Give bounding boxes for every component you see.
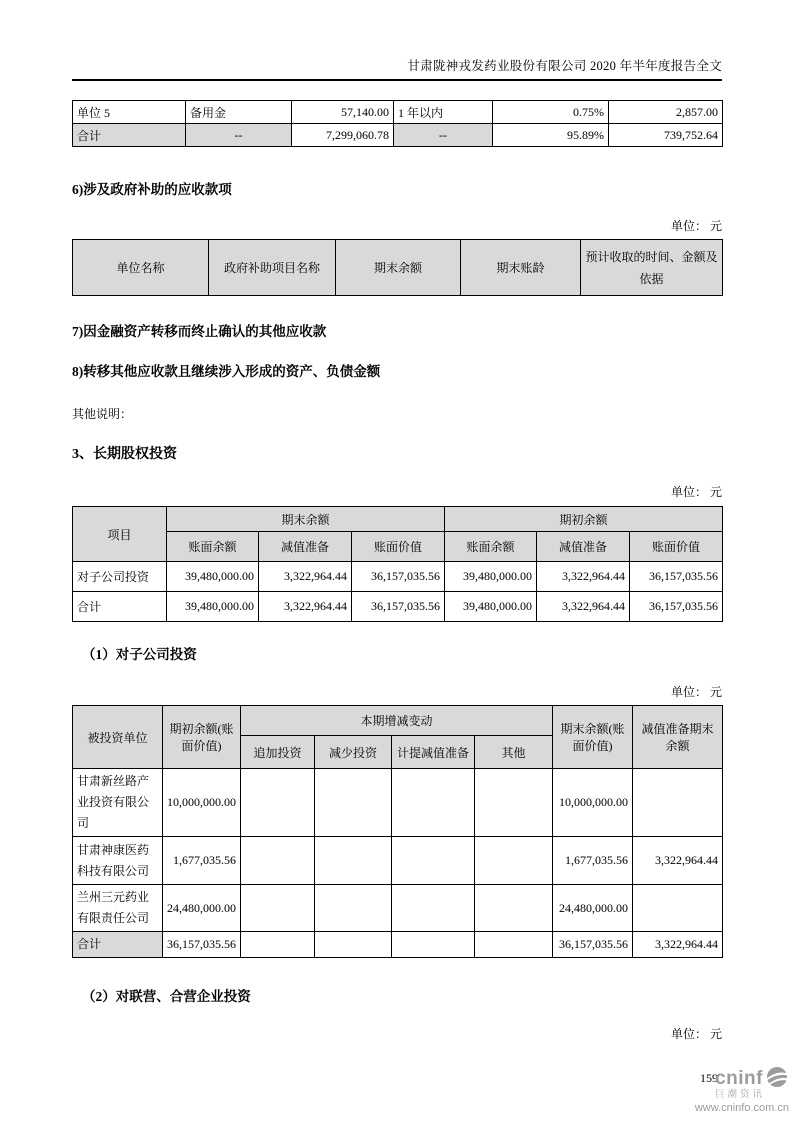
gov-subsidy-table	[72, 239, 723, 296]
column-header: 账面余额	[445, 532, 537, 562]
table-cell	[475, 885, 553, 932]
table-cell: 36,157,035.56	[630, 562, 723, 592]
column-header: 期末余额	[336, 240, 461, 296]
table-cell: 对子公司投资	[73, 562, 167, 592]
receivables-aging-table	[72, 100, 723, 147]
table-cell: 3,322,964.44	[633, 837, 723, 885]
table-cell	[315, 932, 392, 958]
column-group-header: 本期增减变动	[241, 706, 553, 736]
table-row	[73, 885, 723, 932]
table-cell	[241, 932, 315, 958]
table-cell: 甘肃神康医药科技有限公司	[73, 837, 163, 885]
table-cell	[392, 837, 475, 885]
table-row-total	[73, 124, 723, 147]
cninfo-chinese-name: 巨潮资讯	[714, 1089, 765, 1101]
column-header: 期初余额(账面价值)	[163, 706, 241, 769]
column-group-header: 期末余额	[167, 507, 445, 532]
cninfo-watermark	[695, 1066, 789, 1114]
table-cell: 10,000,000.00	[163, 769, 241, 837]
other-note-label: 其他说明：	[72, 407, 133, 421]
table-row	[73, 562, 723, 592]
table-cell	[633, 885, 723, 932]
table-cell: 1 年以内	[394, 101, 493, 124]
table-cell: 甘肃新丝路产业投资有限公司	[73, 769, 163, 837]
column-header: 追加投资	[241, 736, 315, 769]
table-cell: 57,140.00	[292, 101, 394, 124]
table-cell: 39,480,000.00	[167, 562, 259, 592]
table-cell	[315, 837, 392, 885]
document-header-title: 甘肃陇神戎发药业股份有限公司 2020 年半年度报告全文	[407, 59, 722, 73]
section-heading-transfer-derecognized: 7)因金融资产转移而终止确认的其他应收款	[72, 324, 327, 339]
table-cell: 2,857.00	[609, 101, 723, 124]
table-header-row	[73, 706, 723, 736]
table-cell: 39,480,000.00	[167, 592, 259, 622]
table-cell: 36,157,035.56	[630, 592, 723, 622]
table-cell: 36,157,035.56	[163, 932, 241, 958]
column-header: 减值准备	[259, 532, 352, 562]
cninfo-swoosh-icon	[765, 1066, 789, 1093]
lt-equity-investment-table	[72, 506, 723, 622]
table-cell: --	[394, 124, 493, 147]
table-cell: 3,322,964.44	[537, 592, 630, 622]
table-cell: 7,299,060.78	[292, 124, 394, 147]
unit-label: 单位： 元	[670, 219, 722, 233]
table-cell	[392, 885, 475, 932]
table-cell: 39,480,000.00	[445, 592, 537, 622]
table-cell: 3,322,964.44	[259, 592, 352, 622]
column-header: 账面价值	[352, 532, 445, 562]
column-header: 账面价值	[630, 532, 723, 562]
header-divider	[72, 79, 722, 81]
table-cell: 单位 5	[73, 101, 186, 124]
table-cell: 0.75%	[493, 101, 609, 124]
cninfo-url: www.cninfo.com.cn	[694, 1101, 789, 1114]
column-group-header: 期初余额	[445, 507, 723, 532]
column-header: 被投资单位	[73, 706, 163, 769]
table-cell: 兰州三元药业有限责任公司	[73, 885, 163, 932]
page-content	[72, 0, 722, 1086]
table-cell: 3,322,964.44	[259, 562, 352, 592]
column-header: 计提减值准备	[392, 736, 475, 769]
unit-label: 单位： 元	[670, 1027, 722, 1041]
table-cell	[315, 769, 392, 837]
column-header: 预计收取的时间、金额及依据	[581, 240, 723, 296]
table-cell: 合计	[73, 124, 186, 147]
column-header: 账面余额	[167, 532, 259, 562]
subsection-heading-jv-investment: （2）对联营、合营企业投资	[82, 989, 251, 1004]
page-number: 159	[700, 1071, 718, 1085]
table-cell: 1,677,035.56	[553, 837, 633, 885]
table-cell: 36,157,035.56	[553, 932, 633, 958]
column-header: 期末账龄	[461, 240, 581, 296]
column-header: 其他	[475, 736, 553, 769]
table-cell: 24,480,000.00	[163, 885, 241, 932]
table-cell: 95.89%	[493, 124, 609, 147]
column-header: 减少投资	[315, 736, 392, 769]
table-cell	[241, 769, 315, 837]
column-header: 期末余额(账面价值)	[553, 706, 633, 769]
column-header: 单位名称	[73, 240, 209, 296]
table-cell: 3,322,964.44	[633, 932, 723, 958]
table-row	[73, 101, 723, 124]
table-header-row	[73, 507, 723, 532]
table-cell: 备用金	[186, 101, 292, 124]
table-row	[73, 769, 723, 837]
table-cell: 739,752.64	[609, 124, 723, 147]
table-subheader-row	[73, 532, 723, 562]
table-cell: 24,480,000.00	[553, 885, 633, 932]
table-cell: 合计	[73, 932, 163, 958]
table-cell: --	[186, 124, 292, 147]
column-header: 减值准备期末余额	[633, 706, 723, 769]
table-cell	[392, 769, 475, 837]
subsection-heading-subsidiary-investment: （1）对子公司投资	[82, 647, 197, 662]
table-cell	[241, 837, 315, 885]
table-cell: 合计	[73, 592, 167, 622]
subsidiary-investment-table	[72, 705, 723, 958]
table-cell: 10,000,000.00	[553, 769, 633, 837]
section-heading-gov-subsidy: 6)涉及政府补助的应收款项	[72, 182, 232, 197]
table-cell	[475, 837, 553, 885]
table-header-row	[73, 240, 723, 296]
section-heading-lt-equity: 3、长期股权投资	[72, 447, 177, 462]
table-cell: 39,480,000.00	[445, 562, 537, 592]
table-cell: 3,322,964.44	[537, 562, 630, 592]
table-cell	[392, 932, 475, 958]
section-heading-continuing-involvement: 8)转移其他应收款且继续涉入形成的资产、负债金额	[72, 364, 381, 379]
table-cell: 36,157,035.56	[352, 562, 445, 592]
table-row-total	[73, 592, 723, 622]
table-cell	[475, 769, 553, 837]
cninfo-brand-text: cninf	[715, 1067, 763, 1089]
column-header: 项目	[73, 507, 167, 562]
table-cell: 36,157,035.56	[352, 592, 445, 622]
table-cell	[475, 932, 553, 958]
unit-label: 单位： 元	[670, 485, 722, 499]
column-header: 减值准备	[537, 532, 630, 562]
table-cell: 1,677,035.56	[163, 837, 241, 885]
column-header: 政府补助项目名称	[209, 240, 336, 296]
table-row-total	[73, 932, 723, 958]
table-row	[73, 837, 723, 885]
table-cell	[315, 885, 392, 932]
table-cell	[633, 769, 723, 837]
table-cell	[241, 885, 315, 932]
unit-label: 单位： 元	[670, 685, 722, 699]
